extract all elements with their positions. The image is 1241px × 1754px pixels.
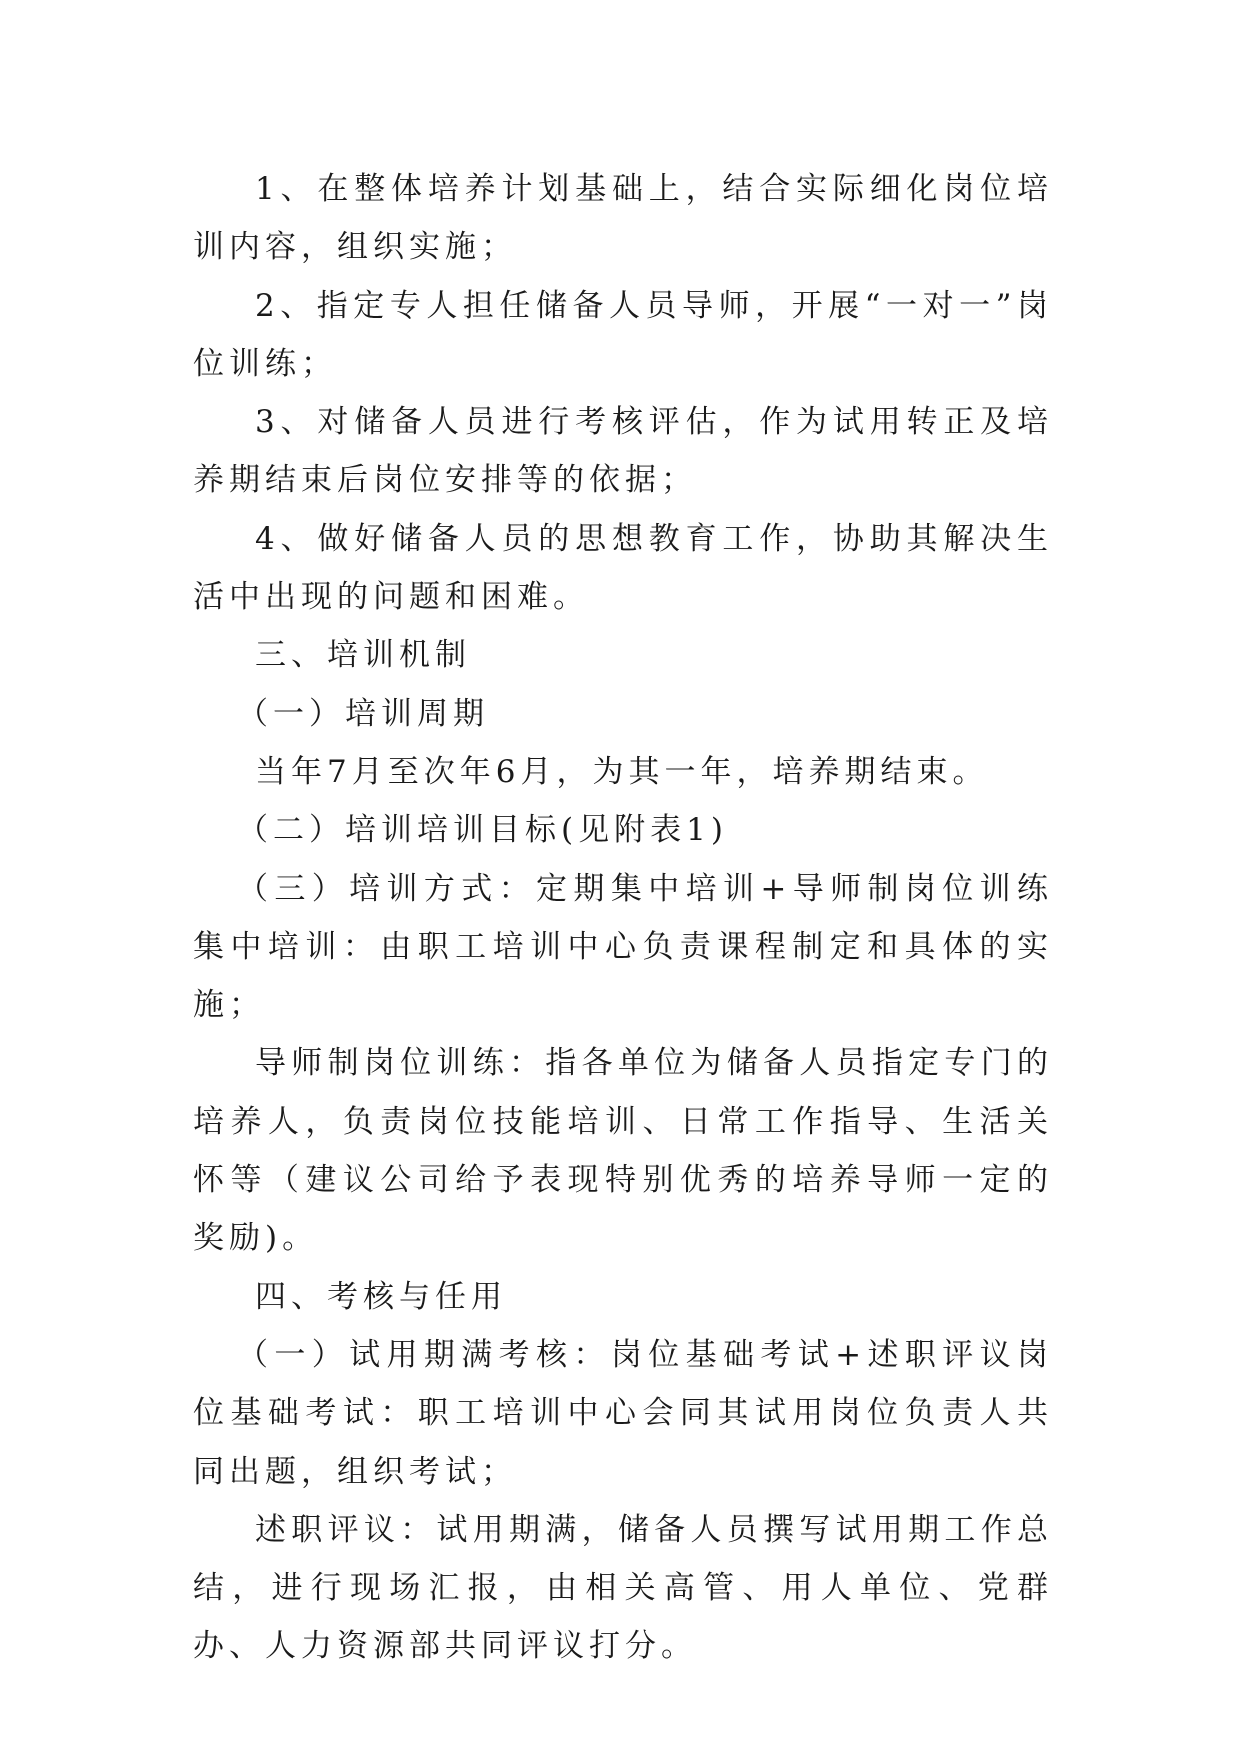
paragraph-probation-assessment: （一）试用期满考核：岗位基础考试+述职评议岗位基础考试：职工培训中心会同其试用岗位负责人共同出题，组织考试；: [193, 1336, 1053, 1490]
subheading-training-goals: （二）培训培训目标(见附表1): [237, 812, 728, 849]
document-body: [193, 160, 1053, 1676]
paragraph-work-report-review: 述职评议：试用期满，储备人员撰写试用期工作总结，进行现场汇报，由相关高管、用人单位、党群办、人力资源部共同评议打分。: [193, 1511, 1053, 1665]
paragraph-item-1: 1、在整体培养计划基础上，结合实际细化岗位培训内容，组织实施；: [193, 171, 1053, 266]
section-heading-training-mechanism: 三、培训机制: [255, 637, 471, 674]
paragraph-training-method: （三）培训方式：定期集中培训+导师制岗位训练集中培训：由职工培训中心负责课程制定和具体的实施；: [193, 870, 1053, 1024]
paragraph-item-3: 3、对储备人员进行考核评估，作为试用转正及培养期结束后岗位安排等的依据；: [193, 404, 1053, 499]
paragraph-item-4: 4、做好储备人员的思想教育工作，协助其解决生活中出现的问题和困难。: [193, 520, 1053, 616]
paragraph-training-period: 当年7月至次年6月，为其一年，培养期结束。: [255, 753, 989, 790]
paragraph-item-2: 2、指定专人担任储备人员导师，开展“一对一”岗位训练；: [193, 287, 1053, 382]
section-heading-assessment: 四、考核与任用: [255, 1278, 507, 1315]
paragraph-mentor-training: 导师制岗位训练：指各单位为储备人员指定专门的培养人，负责岗位技能培训、日常工作指导、生活关怀等（建议公司给予表现特别优秀的培养导师一定的奖励)。: [193, 1045, 1053, 1257]
subheading-training-period: （一）培训周期: [237, 695, 489, 732]
